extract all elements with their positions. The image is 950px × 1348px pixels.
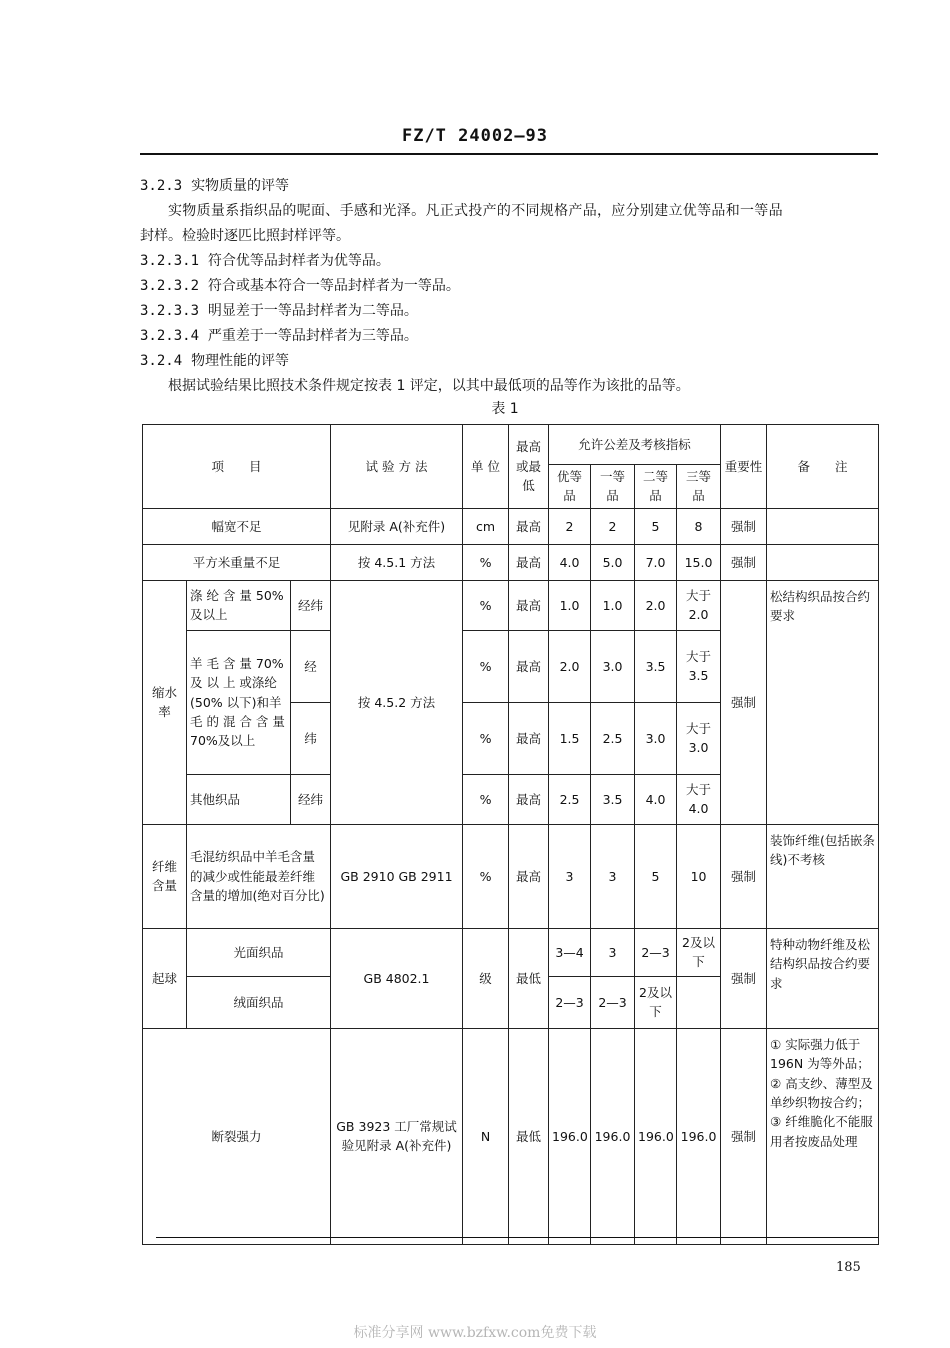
section-3-2-3-4: 3.2.3.4 严重差于一等品封样者为三等品。: [140, 328, 418, 344]
header-remark: 备 注: [767, 425, 879, 509]
paragraph-line: 封样。检验时逐匹比照封样评等。: [140, 228, 350, 244]
section-3-2-3-2: 3.2.3.2 符合或基本符合一等品封样者为一等品。: [140, 278, 460, 294]
header-grade-third: 三等品: [677, 465, 721, 509]
paragraph-line: 根据试验结果比照技术条件规定按表 1 评定，以其中最低项的品等作为该批的品等。: [168, 378, 690, 394]
header-max-min: 最高或最低: [509, 425, 549, 509]
header-unit: 单 位: [463, 425, 509, 509]
table-header-row: [143, 425, 879, 465]
table-row: 缩水率 涤 纶 含 量 50%及以上 经纬 按 4.5.2 方法 % 最高 1.0 1.0 2.0 大于 2.0 强制 松结构织品按合约要求: [143, 580, 879, 630]
section-3-2-3-1: 3.2.3.1 符合优等品封样者为优等品。: [140, 253, 390, 269]
standard-code-header: FZ/T 24002—93: [401, 126, 549, 146]
table-row: 平方米重量不足 按 4.5.1 方法 % 最高 4.0 5.0 7.0 15.0 强制: [143, 544, 879, 580]
header-grade-premium: 优等品: [549, 465, 591, 509]
header-item: 项 目: [143, 425, 331, 509]
header-grade-first: 一等品: [591, 465, 635, 509]
table-row: 纤维含量 毛混纺织品中羊毛含量的减少或性能最差纤维含量的增加(绝对百分比) GB 2910 GB 2911 % 最高 3 3 5 10 强制 装饰纤维(包括嵌条线)不考核: [143, 824, 879, 928]
table-row: 纬 % 最高 1.5 2.5 3.0 大于 3.0: [143, 702, 879, 774]
header-method: 试 验 方 法: [331, 425, 463, 509]
table-row: 其他织品 经纬 % 最高 2.5 3.5 4.0 大于 4.0: [143, 774, 879, 824]
header-grade-second: 二等品: [635, 465, 677, 509]
section-3-2-4: 3.2.4 物理性能的评等: [140, 353, 290, 369]
table-row: 幅宽不足 见附录 A(补充件) cm 最高 2 2 5 8 强制: [143, 508, 879, 544]
table-row: 羊 毛 含 量 70%及 以 上 或涤纶(50% 以下)和羊毛 的 混 合 含 量 70%及以上 经 % 最高 2.0 3.0 3.5 大于 3.5: [143, 630, 879, 702]
table-caption: 表 1: [491, 401, 519, 417]
header-importance: 重要性: [721, 425, 767, 509]
table-row: 绒面织品 2—3 2—3 2及以下: [143, 976, 879, 1028]
watermark-text: 标准分享网 www.bzfxw.com免费下载: [353, 1325, 597, 1341]
section-3-2-3: 3.2.3 实物质量的评等: [140, 178, 290, 194]
table-row: 断裂强力 GB 3923 工厂常规试验见附录 A(补充件) N 最低 196.0 196.0 196.0 196.0 强制 ① 实际强力低于196N 为等外品；② 高支纱、薄型及单纱织物按合约；③ 纤维脆化不能服用者按废品处理: [143, 1028, 879, 1244]
table-row: 起球 光面织品 GB 4802.1 级 最低 3—4 3 2—3 2及以下 强制 特种动物纤维及松结构织品按合约要求: [143, 928, 879, 976]
section-3-2-3-3: 3.2.3.3 明显差于一等品封样者为二等品。: [140, 303, 418, 319]
physical-properties-table: [142, 424, 879, 1245]
header-rule: [140, 153, 878, 155]
bottom-rule: [156, 1237, 878, 1238]
header-tolerance: 允许公差及考核指标: [549, 425, 721, 465]
paragraph-line: 实物质量系指织品的呢面、手感和光泽。凡正式投产的不同规格产品，应分别建立优等品和一等品: [168, 203, 783, 219]
page-number: 185: [836, 1260, 861, 1275]
shrinkage-group-label: 缩水率: [143, 580, 187, 824]
